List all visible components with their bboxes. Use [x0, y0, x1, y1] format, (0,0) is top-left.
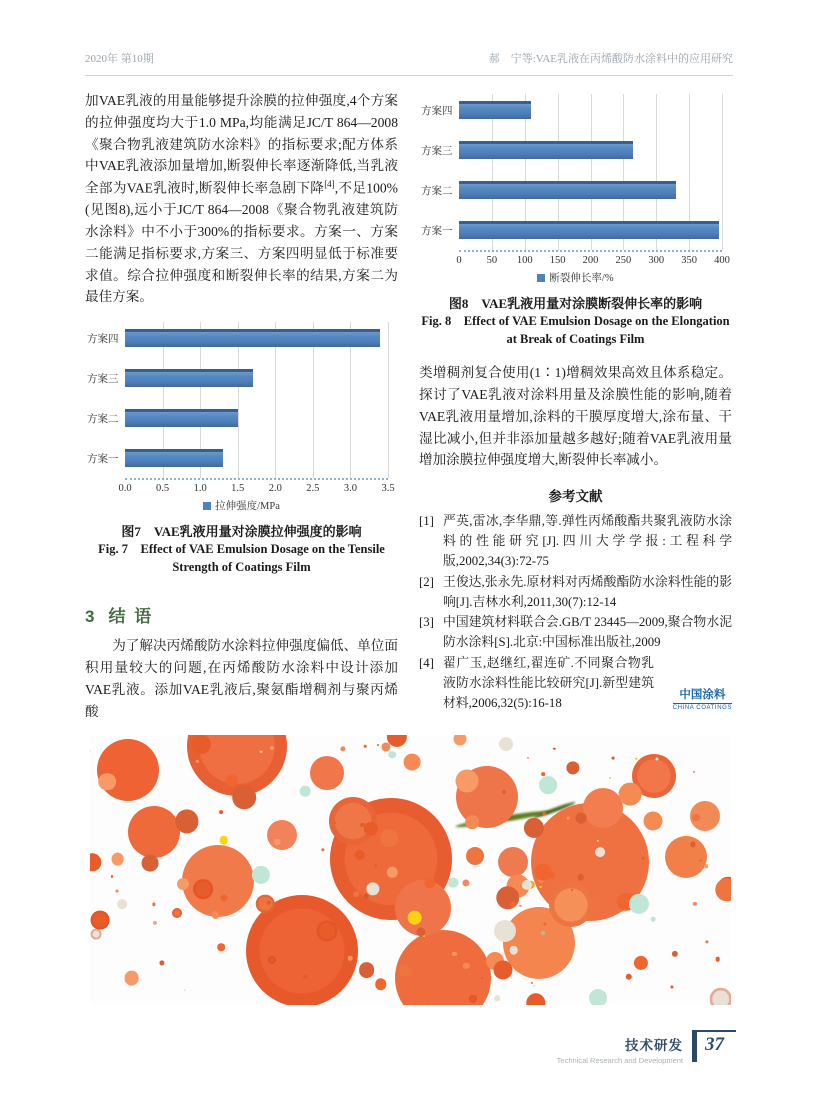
- bar-track: [125, 318, 388, 358]
- paint-bubble: [172, 908, 182, 918]
- paint-bubble: [300, 962, 303, 965]
- category-label: 方案四: [87, 333, 119, 345]
- left-column: [85, 90, 398, 722]
- paint-bubble: [502, 790, 506, 794]
- paint-bubble: [642, 857, 645, 860]
- paint-bubble: [364, 894, 369, 899]
- paint-bubble: [353, 891, 359, 897]
- figure8-caption-cn: 图8 VAE乳液用量对涂膜断裂伸长率的影响: [448, 296, 703, 311]
- paint-bubble: [219, 810, 223, 814]
- chart-legend: [85, 498, 398, 513]
- reference-text: 严英,雷冰,李华鼎,等.弹性丙烯酸酯共聚乳液防水涂料的性能研究[J].四川大学学报:工程科学版,2002,34(3):72-75: [443, 514, 732, 569]
- paint-bubble: [651, 917, 656, 922]
- bar-row: [85, 438, 398, 478]
- figure7-caption: [85, 521, 398, 576]
- header-issue: 2020年 第10期: [85, 53, 154, 65]
- bar: [459, 101, 531, 119]
- footer-section-label: [557, 1030, 683, 1065]
- paint-bubble: [699, 859, 702, 862]
- paragraph-text: 加VAE乳液的用量能够提升涂膜的拉伸强度,4个方案的拉伸强度均大于1.0 MPa,均能满足JC/T 864—2008《聚合物乳液建筑防水涂料》的指标要求;配方体系中VAE乳液添加量增加,断裂伸长率逐渐降低,当乳液全部为VAE乳液时,断裂伸长率急剧下降: [85, 93, 398, 196]
- figure8-caption-en-line2: at Break of Coatings Film: [506, 332, 645, 347]
- paint-bubble: [499, 737, 513, 751]
- bar-track: [125, 358, 388, 398]
- section-3-heading: [85, 602, 398, 627]
- paint-bubble: [124, 971, 139, 986]
- paint-bubble: [117, 899, 127, 909]
- paint-bubble: [494, 995, 500, 1001]
- figure7-caption-cn: 图7 VAE乳液用量对涂膜拉伸强度的影响: [121, 524, 362, 540]
- paint-bubble: [260, 750, 263, 753]
- paint-bubble: [91, 929, 102, 940]
- paint-bubble: [494, 920, 516, 942]
- reference-text: 王俊达,张永先.原材料对丙烯酸酯防水涂料性能的影响[J].吉林水利,2011,30(7):12-14: [443, 574, 732, 609]
- bar-row: [419, 170, 732, 210]
- paint-bubble: [715, 957, 720, 962]
- paragraph-text: ,不足100%(见图8),远小于JC/T 864—2008《聚合物乳液建筑防水涂料》中不小于300%的指标要求。方案一、方案二能满足指标要求,方案三、方案四明显低于标准要求值。综合拉伸强度和断裂伸长率的结果,方案二为最佳方案。: [85, 180, 398, 305]
- paint-bubble: [128, 806, 180, 858]
- axis-tick-label: 100: [516, 255, 533, 266]
- legend-swatch: [203, 502, 211, 510]
- bar: [125, 329, 380, 347]
- page-number: 37: [692, 1030, 736, 1062]
- paint-bubble: [266, 900, 271, 905]
- paint-bubble: [217, 943, 225, 951]
- reference-number: [2]: [419, 574, 434, 589]
- paint-bubble: [182, 845, 254, 917]
- bar-row: [419, 130, 732, 170]
- paint-bubble: [539, 776, 557, 794]
- header-running-title: 郝 宁等:VAE乳液在丙烯酸防水涂料中的应用研究: [488, 53, 733, 65]
- axis-tick-label: 2.0: [268, 483, 282, 495]
- paragraph-conclusion: 为了解决丙烯酸防水涂料拉伸强度偏低、单位面积用量较大的问题,在丙烯酸防水涂料中设计添加VAE乳液。添加VAE乳液后,聚氨酯增稠剂与聚丙烯酸: [85, 638, 398, 719]
- paint-bubble: [595, 847, 605, 857]
- two-column-body: [85, 90, 733, 722]
- bar: [125, 449, 223, 467]
- axis-tick-label: 3.5: [381, 483, 395, 495]
- reference-item: [419, 612, 732, 652]
- axis-tick-label: 350: [681, 255, 697, 266]
- paint-bubble: [111, 853, 124, 866]
- plot-area: [85, 318, 398, 478]
- paint-bubble: [300, 786, 311, 797]
- axis-tick-label: 150: [549, 255, 566, 266]
- bar: [125, 409, 238, 427]
- category-label: 方案一: [421, 225, 453, 237]
- paint-bubble: [498, 847, 528, 877]
- paint-bubble: [267, 820, 297, 850]
- category-label: 方案三: [421, 145, 453, 157]
- paint-bubble: [99, 773, 117, 791]
- bar: [459, 181, 676, 199]
- paint-bubble: [643, 811, 662, 830]
- x-axis: [118, 478, 395, 497]
- footer-en-label: Technical Research and Development: [556, 1056, 683, 1065]
- figure8-caption: [419, 293, 732, 348]
- paint-bubble: [612, 756, 615, 759]
- bar-track: [459, 90, 722, 130]
- paint-bubble: [310, 756, 344, 790]
- paint-bubble: [534, 864, 551, 881]
- category-label: 方案二: [87, 413, 119, 425]
- axis-tick-label: 300: [648, 255, 665, 266]
- paint-bubble: [428, 1003, 431, 1005]
- paint-bubble: [589, 989, 607, 1005]
- chart-legend: [419, 270, 732, 285]
- bar: [459, 141, 633, 159]
- bar-track: [459, 130, 722, 170]
- section-title: 结 语: [108, 607, 154, 627]
- paragraph-conclusion-cont: 类增稠剂复合使用(1∶1)增稠效果高效且体系稳定。探讨了VAE乳液对涂料用量及涂膜性能的影响,随着VAE乳液用量增加,涂料的干膜厚度增大,涂布量、干湿比减小,但并非添加量越多越好;随着VAE乳液用量增加涂膜拉伸强度增大,断裂伸长率减小。: [419, 365, 732, 468]
- figure8-caption-en-line1: Fig. 8 Effect of VAE Emulsion Dosage on the Elongation: [421, 314, 730, 328]
- reference-number: [3]: [419, 615, 434, 630]
- paint-bubble: [404, 753, 421, 770]
- category-label: 方案四: [421, 105, 453, 117]
- paint-bubble: [692, 814, 700, 822]
- reference-number: [4]: [419, 655, 434, 670]
- category-label: 方案三: [87, 373, 119, 385]
- axis-tick-label: 200: [582, 255, 599, 266]
- paint-bubble: [710, 988, 731, 1005]
- axis-tick-label: 1.0: [193, 483, 207, 495]
- reference-number: [1]: [419, 514, 434, 528]
- reference-item: [419, 572, 732, 612]
- figure7-caption-en-line1: Fig. 7 Effect of VAE Emulsion Dosage on the Tensile: [98, 542, 385, 557]
- axis-tick-label: 1.5: [231, 483, 245, 495]
- china-coatings-logo: [673, 689, 732, 711]
- paint-bubble: [465, 815, 479, 829]
- axis-tick-label: 2.5: [306, 483, 320, 495]
- category-label: 方案一: [87, 453, 119, 465]
- bar-row: [419, 210, 732, 250]
- paint-bubble: [219, 836, 228, 845]
- bar-row: [85, 398, 398, 438]
- paint-bubble: [583, 788, 623, 828]
- bar-track: [459, 210, 722, 250]
- paint-bubble: [232, 785, 256, 809]
- axis-tick-label: 250: [615, 255, 632, 266]
- axis-tick-label: 0: [456, 255, 462, 266]
- bar-row: [85, 358, 398, 398]
- paint-bubble: [97, 739, 159, 801]
- paint-bubble: [466, 847, 484, 865]
- reference-text: 中国建筑材料联合会.GB/T 23445—2009,聚合物水泥防水涂料[S].北京:中国标准出版社,2009: [443, 615, 732, 650]
- axis-tick-label: 0.5: [156, 483, 170, 495]
- paint-bubble: [334, 822, 336, 824]
- axis-tick-label: 50: [486, 255, 498, 266]
- page-header: [85, 50, 733, 76]
- bar: [125, 369, 253, 387]
- legend-label: 拉伸强度/MPa: [215, 501, 280, 513]
- x-axis: [456, 250, 730, 269]
- paint-bubble: [704, 865, 708, 869]
- category-label: 方案二: [421, 185, 453, 197]
- bar: [459, 221, 719, 239]
- paint-bubble: [212, 911, 220, 919]
- paint-bubble: [348, 956, 353, 961]
- paint-bubble: [567, 816, 570, 819]
- bar-row: [419, 90, 732, 130]
- paint-bubble: [510, 901, 516, 907]
- bar-row: [85, 318, 398, 358]
- paint-bubble: [359, 962, 375, 978]
- paint-bubble: [380, 829, 398, 847]
- paint-bubble: [494, 961, 513, 980]
- axis-tick-label: 3.0: [343, 483, 357, 495]
- paint-bubble: [448, 877, 459, 888]
- paragraph-discussion: [85, 90, 398, 308]
- reference-text: 翟广玉,赵继红,翟连矿.不同聚合物乳液防水涂料性能比较研究[J].新型建筑材料,2006,32(5):16-18: [443, 655, 654, 710]
- figure8-bar-chart: [419, 90, 732, 285]
- paint-bubble: [225, 774, 238, 787]
- paint-bubble: [316, 920, 337, 941]
- paint-bubble: [364, 745, 367, 748]
- paint-bubble: [91, 910, 110, 929]
- bar-track: [125, 398, 388, 438]
- citation-superscript: [4]: [324, 179, 335, 189]
- right-column: [419, 90, 732, 722]
- paint-bubble: [619, 783, 642, 806]
- logo-cn-text: 中国涂料: [679, 688, 726, 701]
- paint-bubble: [576, 813, 587, 824]
- paint-bubble: [542, 812, 546, 816]
- paint-bubble: [456, 769, 479, 792]
- bar-track: [459, 170, 722, 210]
- legend-label: 断裂伸长率/%: [549, 273, 614, 284]
- paint-bubble: [510, 946, 519, 955]
- logo-en-text: CHINA COATINGS: [672, 704, 732, 711]
- section-number: 3: [85, 607, 95, 627]
- plot-area: [419, 90, 732, 250]
- figure7-caption-en-line2: Strength of Coatings Film: [172, 560, 311, 575]
- paint-bubble: [407, 910, 422, 925]
- paint-bubble: [142, 855, 159, 872]
- figure7-bar-chart: [85, 318, 398, 513]
- paint-bubble: [496, 886, 520, 910]
- bar-track: [125, 438, 388, 478]
- paint-bubble: [193, 879, 213, 899]
- paint-bubble: [542, 931, 546, 935]
- axis-tick-label: 400: [714, 255, 730, 266]
- legend-swatch: [537, 274, 545, 282]
- paint-bubble: [177, 878, 189, 890]
- paint-bubble: [542, 772, 546, 776]
- reference-item: [419, 511, 732, 572]
- paint-bubble: [665, 836, 707, 878]
- decorative-paint-image: [90, 735, 731, 1005]
- references-heading: 参考文献: [548, 489, 603, 504]
- paint-bubble: [527, 757, 529, 759]
- paint-bubble: [116, 889, 119, 892]
- footer-cn-label: 技术研发: [625, 1038, 683, 1053]
- reference-list: [419, 511, 732, 713]
- page-footer: [557, 1030, 736, 1065]
- axis-tick-label: 0.0: [118, 483, 132, 495]
